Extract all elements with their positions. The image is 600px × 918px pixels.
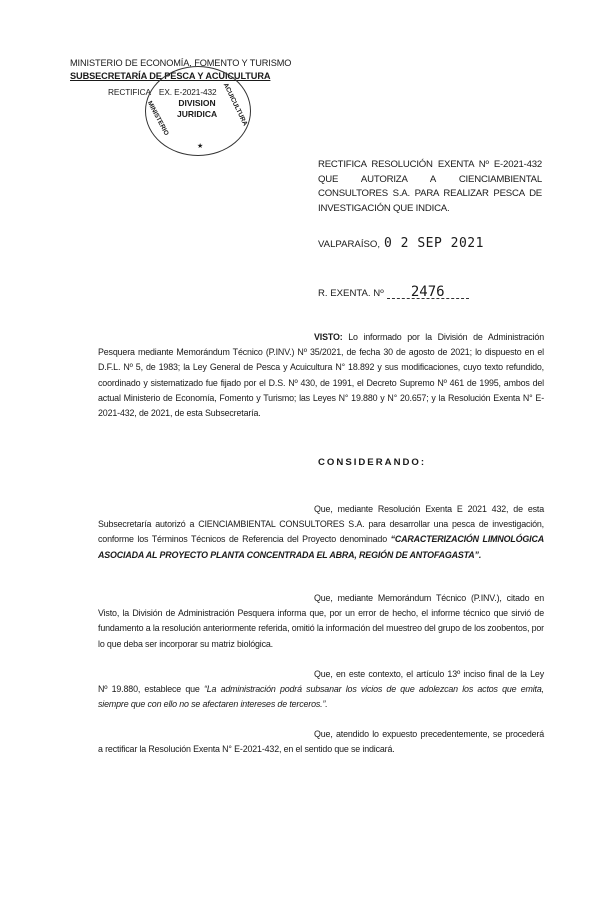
considerando-paragraph-1	[98, 502, 544, 563]
resolution-number-line	[318, 286, 469, 299]
c1-text: Que, mediante Resolución Exenta E 2021 432, de esta Subsecretaría autorizó a CIENCIAMBIENTAL CONSULTORES S.A. para desarrollar una pesca de investigación, conforme los Términos Técnicos de Referencia del Proyecto denominado	[98, 504, 544, 545]
c4-text: Que, atendido lo expuesto precedentemente, se procederá a rectificar la Resolución Exenta N° E-2021-432, en el sentido que se indicará.	[98, 729, 544, 755]
c1-project-name: “CARACTERIZACIÓN LIMNOLÓGICA ASOCIADA AL PROYECTO PLANTA CONCENTRADA EL ABRA, REGIÓN DE ANTOFAGASTA”.	[98, 534, 545, 560]
seal-line-juridica: JURIDICA	[177, 109, 218, 119]
resolution-number: 2476	[387, 286, 469, 299]
expediente-number: EX. E-2021-432	[158, 87, 217, 97]
seal-ring-text-right: ACUICULTURA	[221, 82, 249, 128]
ministry-name: MINISTERIO DE ECONOMÍA, FOMENTO Y TURISMO	[70, 58, 292, 68]
seal-star-icon: ★	[197, 143, 204, 150]
considerando-paragraph-3	[98, 667, 544, 713]
c2-text: Que, mediante Memorándum Técnico (P.INV.), citado en Visto, la División de Administración Pesquera informa que, por un error de hecho, el informe técnico que sirvió de fundamento a la resolución anteriormente referida, omitió la información del muestreo del grupo de los zoobentos, por lo que deba ser incorporar su matriz biológica.	[98, 593, 544, 649]
rectifica-label: RECTIFICA	[108, 87, 151, 97]
resolution-label: R. EXENTA. Nº	[318, 288, 384, 299]
date-stamp: 0 2 SEP 2021	[384, 236, 484, 251]
c3-text: Que, en este contexto, el artículo 13º inciso final de la Ley Nº 19.880, establece que	[98, 669, 544, 695]
place: VALPARAÍSO,	[318, 239, 381, 250]
considerando-paragraph-2	[98, 591, 544, 652]
seal-line-division: DIVISION	[178, 98, 216, 108]
visto-label: VISTO:	[314, 332, 343, 342]
seal-ring-text-left: MINISTERIO	[145, 100, 170, 137]
considerando-paragraph-4	[98, 727, 544, 757]
c3-quote: “La administración podrá subsanar los vicios de que adolezcan los actos que emita, siempre que con ello no se afectaren intereses de terceros.”.	[98, 684, 544, 710]
visto-text: Lo informado por la División de Administración Pesquera mediante Memorándum Técnico (P.INV.) Nº 35/2021, de fecha 30 de agosto de 2021; lo dispuesto en el D.F.L. Nº 5, de 1983; la Ley General de Pesca y Acuicultura N° 18.892 y sus modificaciones, cuyo texto refundido, coordinado y sistematizado fue fijado por el D.S. Nº 430, de 1991, el Decreto Supremo Nº 461 de 1995, ambos del actual Ministerio de Economía, Fomento y Turismo; las Leyes N° 19.880 y N° 20.657; y la Resolución Exenta N° E-2021-432, de 2021, de esta Subsecretaría.	[98, 332, 544, 419]
considerando-heading: CONSIDERANDO:	[318, 457, 427, 468]
document-title: RECTIFICA RESOLUCIÓN EXENTA Nº E-2021-432 QUE AUTORIZA A CIENCIAMBIENTAL CONSULTORES S.A. PARA REALIZAR PESCA DE INVESTIGACIÓN QUE INDICA.	[318, 159, 542, 214]
place-date	[318, 236, 484, 251]
subsecretaria-name: SUBSECRETARÍA DE PESCA Y ACUICULTURA	[70, 71, 271, 81]
visto-paragraph	[98, 330, 544, 421]
